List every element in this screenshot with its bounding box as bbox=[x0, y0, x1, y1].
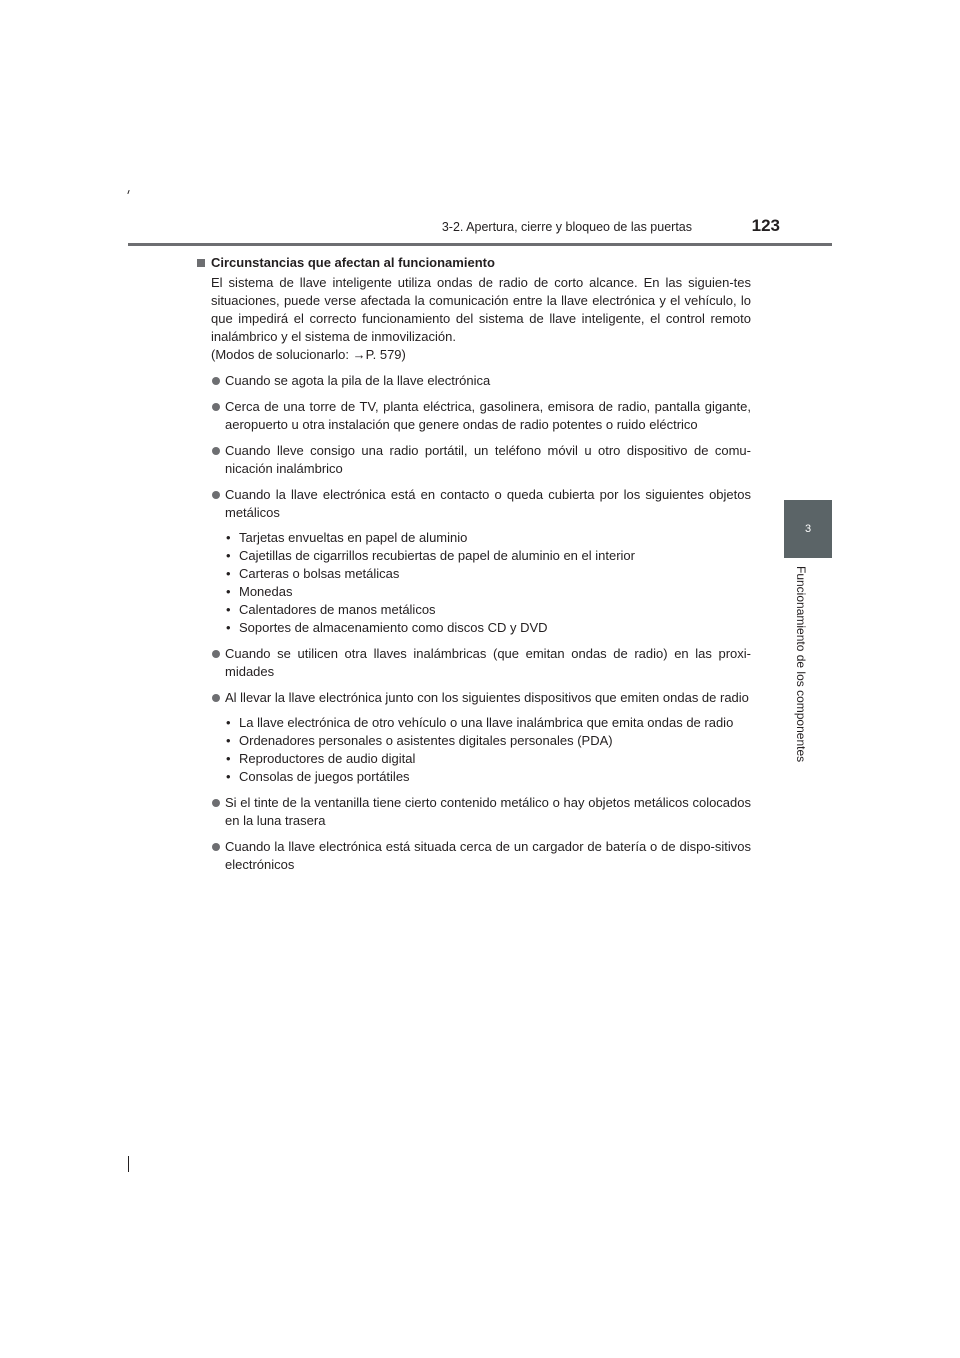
bullet-text: Si el tinte de la ventanilla tiene cierto contenido metálico o hay objetos metálicos colocados en la luna trasera bbox=[225, 795, 751, 828]
bullet-text: Cuando se utilicen otra llaves inalámbricas (que emitan ondas de radio) en las proxi-midades bbox=[225, 646, 751, 679]
section-heading bbox=[197, 254, 751, 272]
bullet-item bbox=[211, 398, 751, 434]
sub-list-item: • Consolas de juegos portátiles bbox=[225, 768, 751, 786]
circle-bullet-icon bbox=[212, 694, 220, 702]
circle-bullet-icon bbox=[212, 447, 220, 455]
bullet-item bbox=[211, 645, 751, 681]
section-title: 3-2. Apertura, cierre y bloqueo de las puertas bbox=[441, 220, 692, 234]
sub-list-item: • Calentadores de manos metálicos bbox=[225, 601, 751, 619]
page-number: 123 bbox=[751, 216, 780, 235]
bullet-item bbox=[211, 794, 751, 830]
chapter-label: Funcionamiento de los componentes bbox=[794, 566, 808, 763]
sub-list-item: • Cajetillas de cigarrillos recubiertas de papel de aluminio en el interior bbox=[225, 547, 751, 565]
bullet-text: Cuando la llave electrónica está situada cerca de un cargador de batería o de dispo-sitivos electrónicos bbox=[225, 839, 751, 872]
bullet-text: Cuando la llave electrónica está en contacto o queda cubierta por los siguientes objetos metálicos bbox=[225, 487, 751, 520]
sub-list-item: • Soportes de almacenamiento como discos CD y DVD bbox=[225, 619, 751, 637]
intro-paragraph: El sistema de llave inteligente utiliza ondas de radio de corto alcance. En las siguien-tes situaciones, puede verse afectada la comunicación entre la llave electrónica y el vehículo, lo que impedirá el correcto funcionamiento del sistema de llave inteligente, el control remoto inalámbrico y el sistema de inmovilización. bbox=[211, 275, 751, 344]
page-content bbox=[211, 254, 751, 874]
reference-line: (Modos de solucionarlo: →P. 579) bbox=[211, 347, 406, 362]
chapter-number: 3 bbox=[804, 523, 812, 535]
crop-mark bbox=[128, 1156, 129, 1172]
circle-bullet-icon bbox=[212, 403, 220, 411]
circle-bullet-icon bbox=[212, 377, 220, 385]
bullet-text: Cerca de una torre de TV, planta eléctrica, gasolinera, emisora de radio, pantalla gigante, aeropuerto u otra instalación que genere ondas de radio potentes o ruido eléctrico bbox=[225, 399, 751, 432]
sub-list-item: • Carteras o bolsas metálicas bbox=[225, 565, 751, 583]
crop-mark bbox=[127, 190, 129, 194]
bullet-text: Cuando lleve consigo una radio portátil, un teléfono móvil u otro dispositivo de comu-nicación inalámbrico bbox=[225, 443, 751, 476]
bullet-text: Al llevar la llave electrónica junto con los siguientes dispositivos que emiten ondas de radio bbox=[225, 690, 749, 705]
bullet-item bbox=[211, 486, 751, 522]
header-rule bbox=[128, 243, 832, 246]
sub-list-item: • Reproductores de audio digital bbox=[225, 750, 751, 768]
bullet-list bbox=[211, 372, 751, 874]
sub-list bbox=[211, 529, 751, 637]
heading-text: Circunstancias que afectan al funcionamiento bbox=[211, 255, 495, 270]
bullet-item bbox=[211, 838, 751, 874]
sub-list-item: • Ordenadores personales o asistentes digitales personales (PDA) bbox=[225, 732, 751, 750]
circle-bullet-icon bbox=[212, 491, 220, 499]
sub-list-item: • Tarjetas envueltas en papel de aluminio bbox=[225, 529, 751, 547]
square-bullet-icon bbox=[197, 259, 205, 267]
bullet-item bbox=[211, 372, 751, 390]
sub-list bbox=[211, 714, 751, 786]
circle-bullet-icon bbox=[212, 799, 220, 807]
bullet-item bbox=[211, 689, 751, 707]
circle-bullet-icon bbox=[212, 650, 220, 658]
sub-list-item: • La llave electrónica de otro vehículo o una llave inalámbrica que emita ondas de radio bbox=[225, 714, 751, 732]
bullet-text: Cuando se agota la pila de la llave electrónica bbox=[225, 373, 491, 388]
bullet-item bbox=[211, 442, 751, 478]
chapter-tab bbox=[784, 500, 832, 558]
circle-bullet-icon bbox=[212, 843, 220, 851]
sub-list-item: • Monedas bbox=[225, 583, 751, 601]
